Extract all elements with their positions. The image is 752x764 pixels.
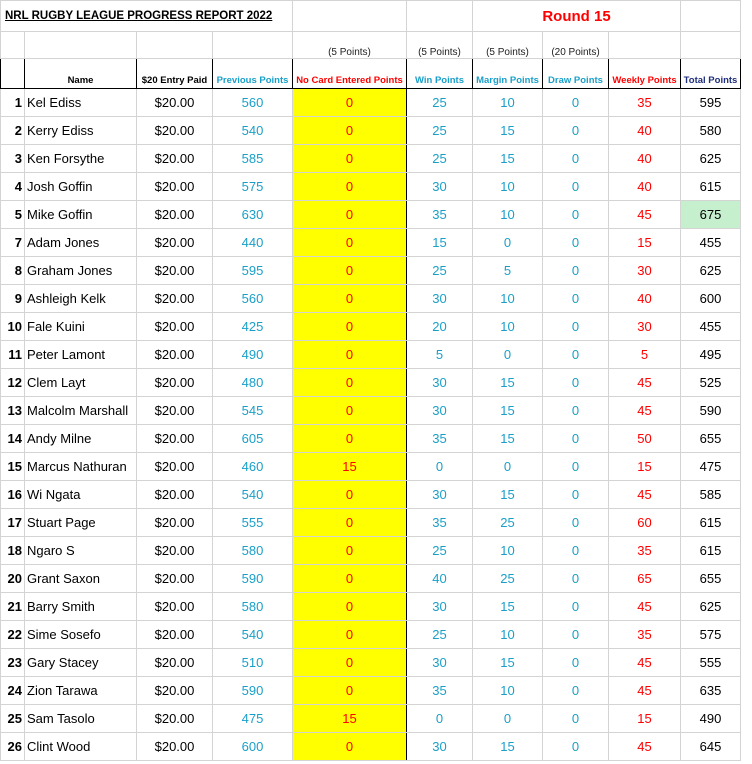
- weekly-points[interactable]: 30: [609, 313, 681, 341]
- player-name[interactable]: Kel Ediss: [25, 89, 137, 117]
- win-points[interactable]: 35: [407, 425, 473, 453]
- weekly-points[interactable]: 40: [609, 173, 681, 201]
- no-card-points[interactable]: 0: [293, 117, 407, 145]
- margin-points[interactable]: 15: [473, 145, 543, 173]
- header-row: [1, 59, 741, 89]
- row-index[interactable]: 12: [1, 369, 25, 397]
- player-name[interactable]: Josh Goffin: [25, 173, 137, 201]
- row-index[interactable]: 1: [1, 89, 25, 117]
- entry-paid[interactable]: $20.00: [137, 173, 213, 201]
- player-name[interactable]: Gary Stacey: [25, 649, 137, 677]
- margin-points[interactable]: 15: [473, 425, 543, 453]
- table-row: [1, 481, 741, 509]
- row-index[interactable]: 26: [1, 733, 25, 761]
- player-name[interactable]: Barry Smith: [25, 593, 137, 621]
- report-title[interactable]: NRL RUGBY LEAGUE PROGRESS REPORT 2022: [1, 1, 293, 32]
- table-row: [1, 705, 741, 733]
- header-draw[interactable]: Draw Points: [543, 59, 609, 89]
- weekly-points[interactable]: 15: [609, 453, 681, 481]
- header-entry[interactable]: $20 Entry Paid: [137, 59, 213, 89]
- weekly-points[interactable]: 30: [609, 257, 681, 285]
- draw-points[interactable]: 0: [543, 257, 609, 285]
- total-points[interactable]: 655: [681, 565, 741, 593]
- win-points[interactable]: 30: [407, 593, 473, 621]
- win-points[interactable]: 30: [407, 369, 473, 397]
- draw-points[interactable]: 0: [543, 453, 609, 481]
- entry-paid[interactable]: $20.00: [137, 117, 213, 145]
- win-points[interactable]: 25: [407, 257, 473, 285]
- previous-points[interactable]: 580: [213, 537, 293, 565]
- entry-paid[interactable]: $20.00: [137, 341, 213, 369]
- weekly-points[interactable]: 35: [609, 537, 681, 565]
- table-row: [1, 285, 741, 313]
- draw-points[interactable]: 0: [543, 397, 609, 425]
- win-points[interactable]: 30: [407, 733, 473, 761]
- table-row: [1, 201, 741, 229]
- previous-points[interactable]: 600: [213, 733, 293, 761]
- table-row: [1, 621, 741, 649]
- total-points[interactable]: 615: [681, 537, 741, 565]
- draw-points[interactable]: 0: [543, 369, 609, 397]
- weekly-points[interactable]: 60: [609, 509, 681, 537]
- draw-points[interactable]: 0: [543, 593, 609, 621]
- no-card-points[interactable]: 0: [293, 677, 407, 705]
- previous-points[interactable]: 540: [213, 621, 293, 649]
- margin-points[interactable]: 5: [473, 257, 543, 285]
- total-points[interactable]: 625: [681, 145, 741, 173]
- no-card-points[interactable]: 0: [293, 593, 407, 621]
- row-index[interactable]: 16: [1, 481, 25, 509]
- draw-points[interactable]: 0: [543, 705, 609, 733]
- cell-blank[interactable]: [1, 32, 25, 59]
- previous-points[interactable]: 510: [213, 649, 293, 677]
- row-index[interactable]: 11: [1, 341, 25, 369]
- margin-points[interactable]: 10: [473, 89, 543, 117]
- entry-paid[interactable]: $20.00: [137, 285, 213, 313]
- draw-points[interactable]: 0: [543, 509, 609, 537]
- previous-points[interactable]: 595: [213, 257, 293, 285]
- win-points[interactable]: 25: [407, 117, 473, 145]
- cell-blank[interactable]: [407, 1, 473, 32]
- previous-points[interactable]: 590: [213, 677, 293, 705]
- round-label[interactable]: Round 15: [473, 1, 681, 32]
- entry-paid[interactable]: $20.00: [137, 565, 213, 593]
- previous-points[interactable]: 560: [213, 285, 293, 313]
- weekly-points[interactable]: 45: [609, 649, 681, 677]
- total-points[interactable]: 600: [681, 285, 741, 313]
- row-index[interactable]: 22: [1, 621, 25, 649]
- table-row: [1, 257, 741, 285]
- previous-points[interactable]: 560: [213, 89, 293, 117]
- weekly-points[interactable]: 40: [609, 117, 681, 145]
- win-points[interactable]: 35: [407, 509, 473, 537]
- no-card-points[interactable]: 0: [293, 481, 407, 509]
- table-row: [1, 369, 741, 397]
- no-card-points[interactable]: 0: [293, 89, 407, 117]
- title-row: [1, 1, 741, 32]
- cell-blank[interactable]: [681, 1, 741, 32]
- margin-points[interactable]: 25: [473, 509, 543, 537]
- draw-points[interactable]: 0: [543, 201, 609, 229]
- player-name[interactable]: Malcolm Marshall: [25, 397, 137, 425]
- row-index[interactable]: 10: [1, 313, 25, 341]
- table-row: [1, 509, 741, 537]
- entry-paid[interactable]: $20.00: [137, 425, 213, 453]
- entry-paid[interactable]: $20.00: [137, 621, 213, 649]
- no-card-points[interactable]: 0: [293, 173, 407, 201]
- win-points[interactable]: 25: [407, 621, 473, 649]
- previous-points[interactable]: 605: [213, 425, 293, 453]
- header-total[interactable]: Total Points: [681, 59, 741, 89]
- margin-points[interactable]: 10: [473, 677, 543, 705]
- table-row: [1, 733, 741, 761]
- draw-points[interactable]: 0: [543, 117, 609, 145]
- entry-paid[interactable]: $20.00: [137, 201, 213, 229]
- cell-blank[interactable]: [213, 32, 293, 59]
- header-name[interactable]: Name: [25, 59, 137, 89]
- row-index[interactable]: 25: [1, 705, 25, 733]
- table-row: [1, 397, 741, 425]
- draw-points-label[interactable]: (20 Points): [543, 32, 609, 59]
- player-name[interactable]: Zion Tarawa: [25, 677, 137, 705]
- total-points[interactable]: 475: [681, 453, 741, 481]
- no-card-points-label[interactable]: (5 Points): [293, 32, 407, 59]
- weekly-points[interactable]: 5: [609, 341, 681, 369]
- table-row: [1, 453, 741, 481]
- win-points[interactable]: 40: [407, 565, 473, 593]
- no-card-points[interactable]: 0: [293, 145, 407, 173]
- margin-points[interactable]: 10: [473, 313, 543, 341]
- win-points[interactable]: 0: [407, 705, 473, 733]
- win-points[interactable]: 35: [407, 677, 473, 705]
- entry-paid[interactable]: $20.00: [137, 649, 213, 677]
- weekly-points[interactable]: 45: [609, 397, 681, 425]
- entry-paid[interactable]: $20.00: [137, 89, 213, 117]
- weekly-points[interactable]: 15: [609, 705, 681, 733]
- no-card-points[interactable]: 0: [293, 257, 407, 285]
- margin-points[interactable]: 0: [473, 705, 543, 733]
- draw-points[interactable]: 0: [543, 733, 609, 761]
- margin-points[interactable]: 10: [473, 537, 543, 565]
- win-points[interactable]: 0: [407, 453, 473, 481]
- total-points[interactable]: 595: [681, 89, 741, 117]
- no-card-points[interactable]: 0: [293, 369, 407, 397]
- header-previous[interactable]: Previous Points: [213, 59, 293, 89]
- header-margin[interactable]: Margin Points: [473, 59, 543, 89]
- previous-points[interactable]: 540: [213, 481, 293, 509]
- win-points[interactable]: 30: [407, 397, 473, 425]
- player-name[interactable]: Adam Jones: [25, 229, 137, 257]
- weekly-points[interactable]: 45: [609, 593, 681, 621]
- total-points[interactable]: 635: [681, 677, 741, 705]
- previous-points[interactable]: 460: [213, 453, 293, 481]
- draw-points[interactable]: 0: [543, 285, 609, 313]
- draw-points[interactable]: 0: [543, 341, 609, 369]
- total-points[interactable]: 580: [681, 117, 741, 145]
- win-points[interactable]: 15: [407, 229, 473, 257]
- row-index[interactable]: 4: [1, 173, 25, 201]
- win-points[interactable]: 20: [407, 313, 473, 341]
- total-points[interactable]: 585: [681, 481, 741, 509]
- cell-blank[interactable]: [137, 32, 213, 59]
- player-name[interactable]: Clint Wood: [25, 733, 137, 761]
- win-points[interactable]: 5: [407, 341, 473, 369]
- total-points[interactable]: 455: [681, 229, 741, 257]
- win-points[interactable]: 25: [407, 145, 473, 173]
- total-points[interactable]: 575: [681, 621, 741, 649]
- margin-points[interactable]: 0: [473, 229, 543, 257]
- margin-points[interactable]: 15: [473, 117, 543, 145]
- weekly-points[interactable]: 45: [609, 733, 681, 761]
- row-index[interactable]: 13: [1, 397, 25, 425]
- entry-paid[interactable]: $20.00: [137, 537, 213, 565]
- weekly-points[interactable]: 65: [609, 565, 681, 593]
- cell-blank[interactable]: [293, 1, 407, 32]
- draw-points[interactable]: 0: [543, 565, 609, 593]
- margin-points-label[interactable]: (5 Points): [473, 32, 543, 59]
- weekly-points[interactable]: 45: [609, 481, 681, 509]
- margin-points[interactable]: 10: [473, 173, 543, 201]
- draw-points[interactable]: 0: [543, 425, 609, 453]
- win-points[interactable]: 30: [407, 285, 473, 313]
- draw-points[interactable]: 0: [543, 621, 609, 649]
- cell-blank[interactable]: [609, 32, 681, 59]
- total-points[interactable]: 645: [681, 733, 741, 761]
- weekly-points[interactable]: 45: [609, 201, 681, 229]
- entry-paid[interactable]: $20.00: [137, 481, 213, 509]
- row-index[interactable]: 21: [1, 593, 25, 621]
- player-name[interactable]: Ngaro S: [25, 537, 137, 565]
- table-row: [1, 89, 741, 117]
- entry-paid[interactable]: $20.00: [137, 257, 213, 285]
- table-row: [1, 649, 741, 677]
- previous-points[interactable]: 440: [213, 229, 293, 257]
- no-card-points[interactable]: 0: [293, 733, 407, 761]
- margin-points[interactable]: 15: [473, 481, 543, 509]
- total-points[interactable]: 675: [681, 201, 741, 229]
- draw-points[interactable]: 0: [543, 313, 609, 341]
- total-points[interactable]: 625: [681, 593, 741, 621]
- table-row: [1, 537, 741, 565]
- player-name[interactable]: Sam Tasolo: [25, 705, 137, 733]
- header-win[interactable]: Win Points: [407, 59, 473, 89]
- no-card-points[interactable]: 0: [293, 509, 407, 537]
- previous-points[interactable]: 580: [213, 593, 293, 621]
- row-index[interactable]: 20: [1, 565, 25, 593]
- draw-points[interactable]: 0: [543, 677, 609, 705]
- weekly-points[interactable]: 40: [609, 285, 681, 313]
- entry-paid[interactable]: $20.00: [137, 677, 213, 705]
- margin-points[interactable]: 10: [473, 201, 543, 229]
- entry-paid[interactable]: $20.00: [137, 593, 213, 621]
- previous-points[interactable]: 540: [213, 117, 293, 145]
- row-index[interactable]: 23: [1, 649, 25, 677]
- entry-paid[interactable]: $20.00: [137, 509, 213, 537]
- entry-paid[interactable]: $20.00: [137, 229, 213, 257]
- cell-blank[interactable]: [25, 32, 137, 59]
- win-points-label[interactable]: (5 Points): [407, 32, 473, 59]
- margin-points[interactable]: 15: [473, 733, 543, 761]
- entry-paid[interactable]: $20.00: [137, 369, 213, 397]
- row-index[interactable]: 5: [1, 201, 25, 229]
- no-card-points[interactable]: 15: [293, 705, 407, 733]
- player-name[interactable]: Stuart Page: [25, 509, 137, 537]
- previous-points[interactable]: 555: [213, 509, 293, 537]
- total-points[interactable]: 615: [681, 509, 741, 537]
- win-points[interactable]: 35: [407, 201, 473, 229]
- row-index[interactable]: 2: [1, 117, 25, 145]
- total-points[interactable]: 490: [681, 705, 741, 733]
- weekly-points[interactable]: 35: [609, 621, 681, 649]
- win-points[interactable]: 25: [407, 89, 473, 117]
- draw-points[interactable]: 0: [543, 89, 609, 117]
- no-card-points[interactable]: 0: [293, 229, 407, 257]
- no-card-points[interactable]: 0: [293, 341, 407, 369]
- previous-points[interactable]: 480: [213, 369, 293, 397]
- no-card-points[interactable]: 0: [293, 285, 407, 313]
- row-index[interactable]: 18: [1, 537, 25, 565]
- previous-points[interactable]: 475: [213, 705, 293, 733]
- no-card-points[interactable]: 0: [293, 565, 407, 593]
- player-name[interactable]: Kerry Ediss: [25, 117, 137, 145]
- player-name[interactable]: Grant Saxon: [25, 565, 137, 593]
- table-row: [1, 565, 741, 593]
- table-row: [1, 173, 741, 201]
- margin-points[interactable]: 15: [473, 369, 543, 397]
- no-card-points[interactable]: 0: [293, 621, 407, 649]
- margin-points[interactable]: 0: [473, 453, 543, 481]
- entry-paid[interactable]: $20.00: [137, 397, 213, 425]
- header-weekly[interactable]: Weekly Points: [609, 59, 681, 89]
- previous-points[interactable]: 575: [213, 173, 293, 201]
- draw-points[interactable]: 0: [543, 649, 609, 677]
- entry-paid[interactable]: $20.00: [137, 733, 213, 761]
- total-points[interactable]: 655: [681, 425, 741, 453]
- table-row: [1, 593, 741, 621]
- entry-paid[interactable]: $20.00: [137, 453, 213, 481]
- no-card-points[interactable]: 0: [293, 201, 407, 229]
- draw-points[interactable]: 0: [543, 229, 609, 257]
- margin-points[interactable]: 25: [473, 565, 543, 593]
- row-index[interactable]: 15: [1, 453, 25, 481]
- player-name[interactable]: Ken Forsythe: [25, 145, 137, 173]
- table-row: [1, 341, 741, 369]
- player-name[interactable]: Sime Sosefo: [25, 621, 137, 649]
- table-row: [1, 229, 741, 257]
- entry-paid[interactable]: $20.00: [137, 145, 213, 173]
- no-card-points[interactable]: 15: [293, 453, 407, 481]
- points-row: [1, 32, 741, 59]
- header-index[interactable]: [1, 59, 25, 89]
- cell-blank[interactable]: [681, 32, 741, 59]
- no-card-points[interactable]: 0: [293, 313, 407, 341]
- draw-points[interactable]: 0: [543, 173, 609, 201]
- draw-points[interactable]: 0: [543, 481, 609, 509]
- table-row: [1, 145, 741, 173]
- total-points[interactable]: 615: [681, 173, 741, 201]
- row-index[interactable]: 7: [1, 229, 25, 257]
- no-card-points[interactable]: 0: [293, 425, 407, 453]
- win-points[interactable]: 30: [407, 481, 473, 509]
- header-no-card[interactable]: No Card Entered Points: [293, 59, 407, 89]
- win-points[interactable]: 30: [407, 649, 473, 677]
- weekly-points[interactable]: 50: [609, 425, 681, 453]
- entry-paid[interactable]: $20.00: [137, 705, 213, 733]
- previous-points[interactable]: 630: [213, 201, 293, 229]
- total-points[interactable]: 590: [681, 397, 741, 425]
- previous-points[interactable]: 585: [213, 145, 293, 173]
- weekly-points[interactable]: 15: [609, 229, 681, 257]
- previous-points[interactable]: 545: [213, 397, 293, 425]
- margin-points[interactable]: 15: [473, 593, 543, 621]
- row-index[interactable]: 3: [1, 145, 25, 173]
- player-name[interactable]: Andy Milne: [25, 425, 137, 453]
- total-points[interactable]: 625: [681, 257, 741, 285]
- no-card-points[interactable]: 0: [293, 397, 407, 425]
- draw-points[interactable]: 0: [543, 537, 609, 565]
- player-name[interactable]: Graham Jones: [25, 257, 137, 285]
- total-points[interactable]: 555: [681, 649, 741, 677]
- previous-points[interactable]: 590: [213, 565, 293, 593]
- player-name[interactable]: Peter Lamont: [25, 341, 137, 369]
- row-index[interactable]: 9: [1, 285, 25, 313]
- margin-points[interactable]: 10: [473, 285, 543, 313]
- weekly-points[interactable]: 35: [609, 89, 681, 117]
- previous-points[interactable]: 425: [213, 313, 293, 341]
- weekly-points[interactable]: 45: [609, 369, 681, 397]
- previous-points[interactable]: 490: [213, 341, 293, 369]
- total-points[interactable]: 455: [681, 313, 741, 341]
- table-row: [1, 425, 741, 453]
- row-index[interactable]: 17: [1, 509, 25, 537]
- no-card-points[interactable]: 0: [293, 537, 407, 565]
- row-index[interactable]: 8: [1, 257, 25, 285]
- margin-points[interactable]: 15: [473, 397, 543, 425]
- weekly-points[interactable]: 40: [609, 145, 681, 173]
- weekly-points[interactable]: 45: [609, 677, 681, 705]
- entry-paid[interactable]: $20.00: [137, 313, 213, 341]
- player-name[interactable]: Wi Ngata: [25, 481, 137, 509]
- total-points[interactable]: 525: [681, 369, 741, 397]
- table-row: [1, 677, 741, 705]
- row-index[interactable]: 14: [1, 425, 25, 453]
- player-name[interactable]: Clem Layt: [25, 369, 137, 397]
- row-index[interactable]: 24: [1, 677, 25, 705]
- win-points[interactable]: 30: [407, 173, 473, 201]
- margin-points[interactable]: 0: [473, 341, 543, 369]
- player-name[interactable]: Ashleigh Kelk: [25, 285, 137, 313]
- no-card-points[interactable]: 0: [293, 649, 407, 677]
- player-name[interactable]: Mike Goffin: [25, 201, 137, 229]
- player-name[interactable]: Marcus Nathuran: [25, 453, 137, 481]
- player-name[interactable]: Fale Kuini: [25, 313, 137, 341]
- table-row: [1, 117, 741, 145]
- margin-points[interactable]: 15: [473, 649, 543, 677]
- margin-points[interactable]: 10: [473, 621, 543, 649]
- table-row: [1, 313, 741, 341]
- draw-points[interactable]: 0: [543, 145, 609, 173]
- total-points[interactable]: 495: [681, 341, 741, 369]
- win-points[interactable]: 25: [407, 537, 473, 565]
